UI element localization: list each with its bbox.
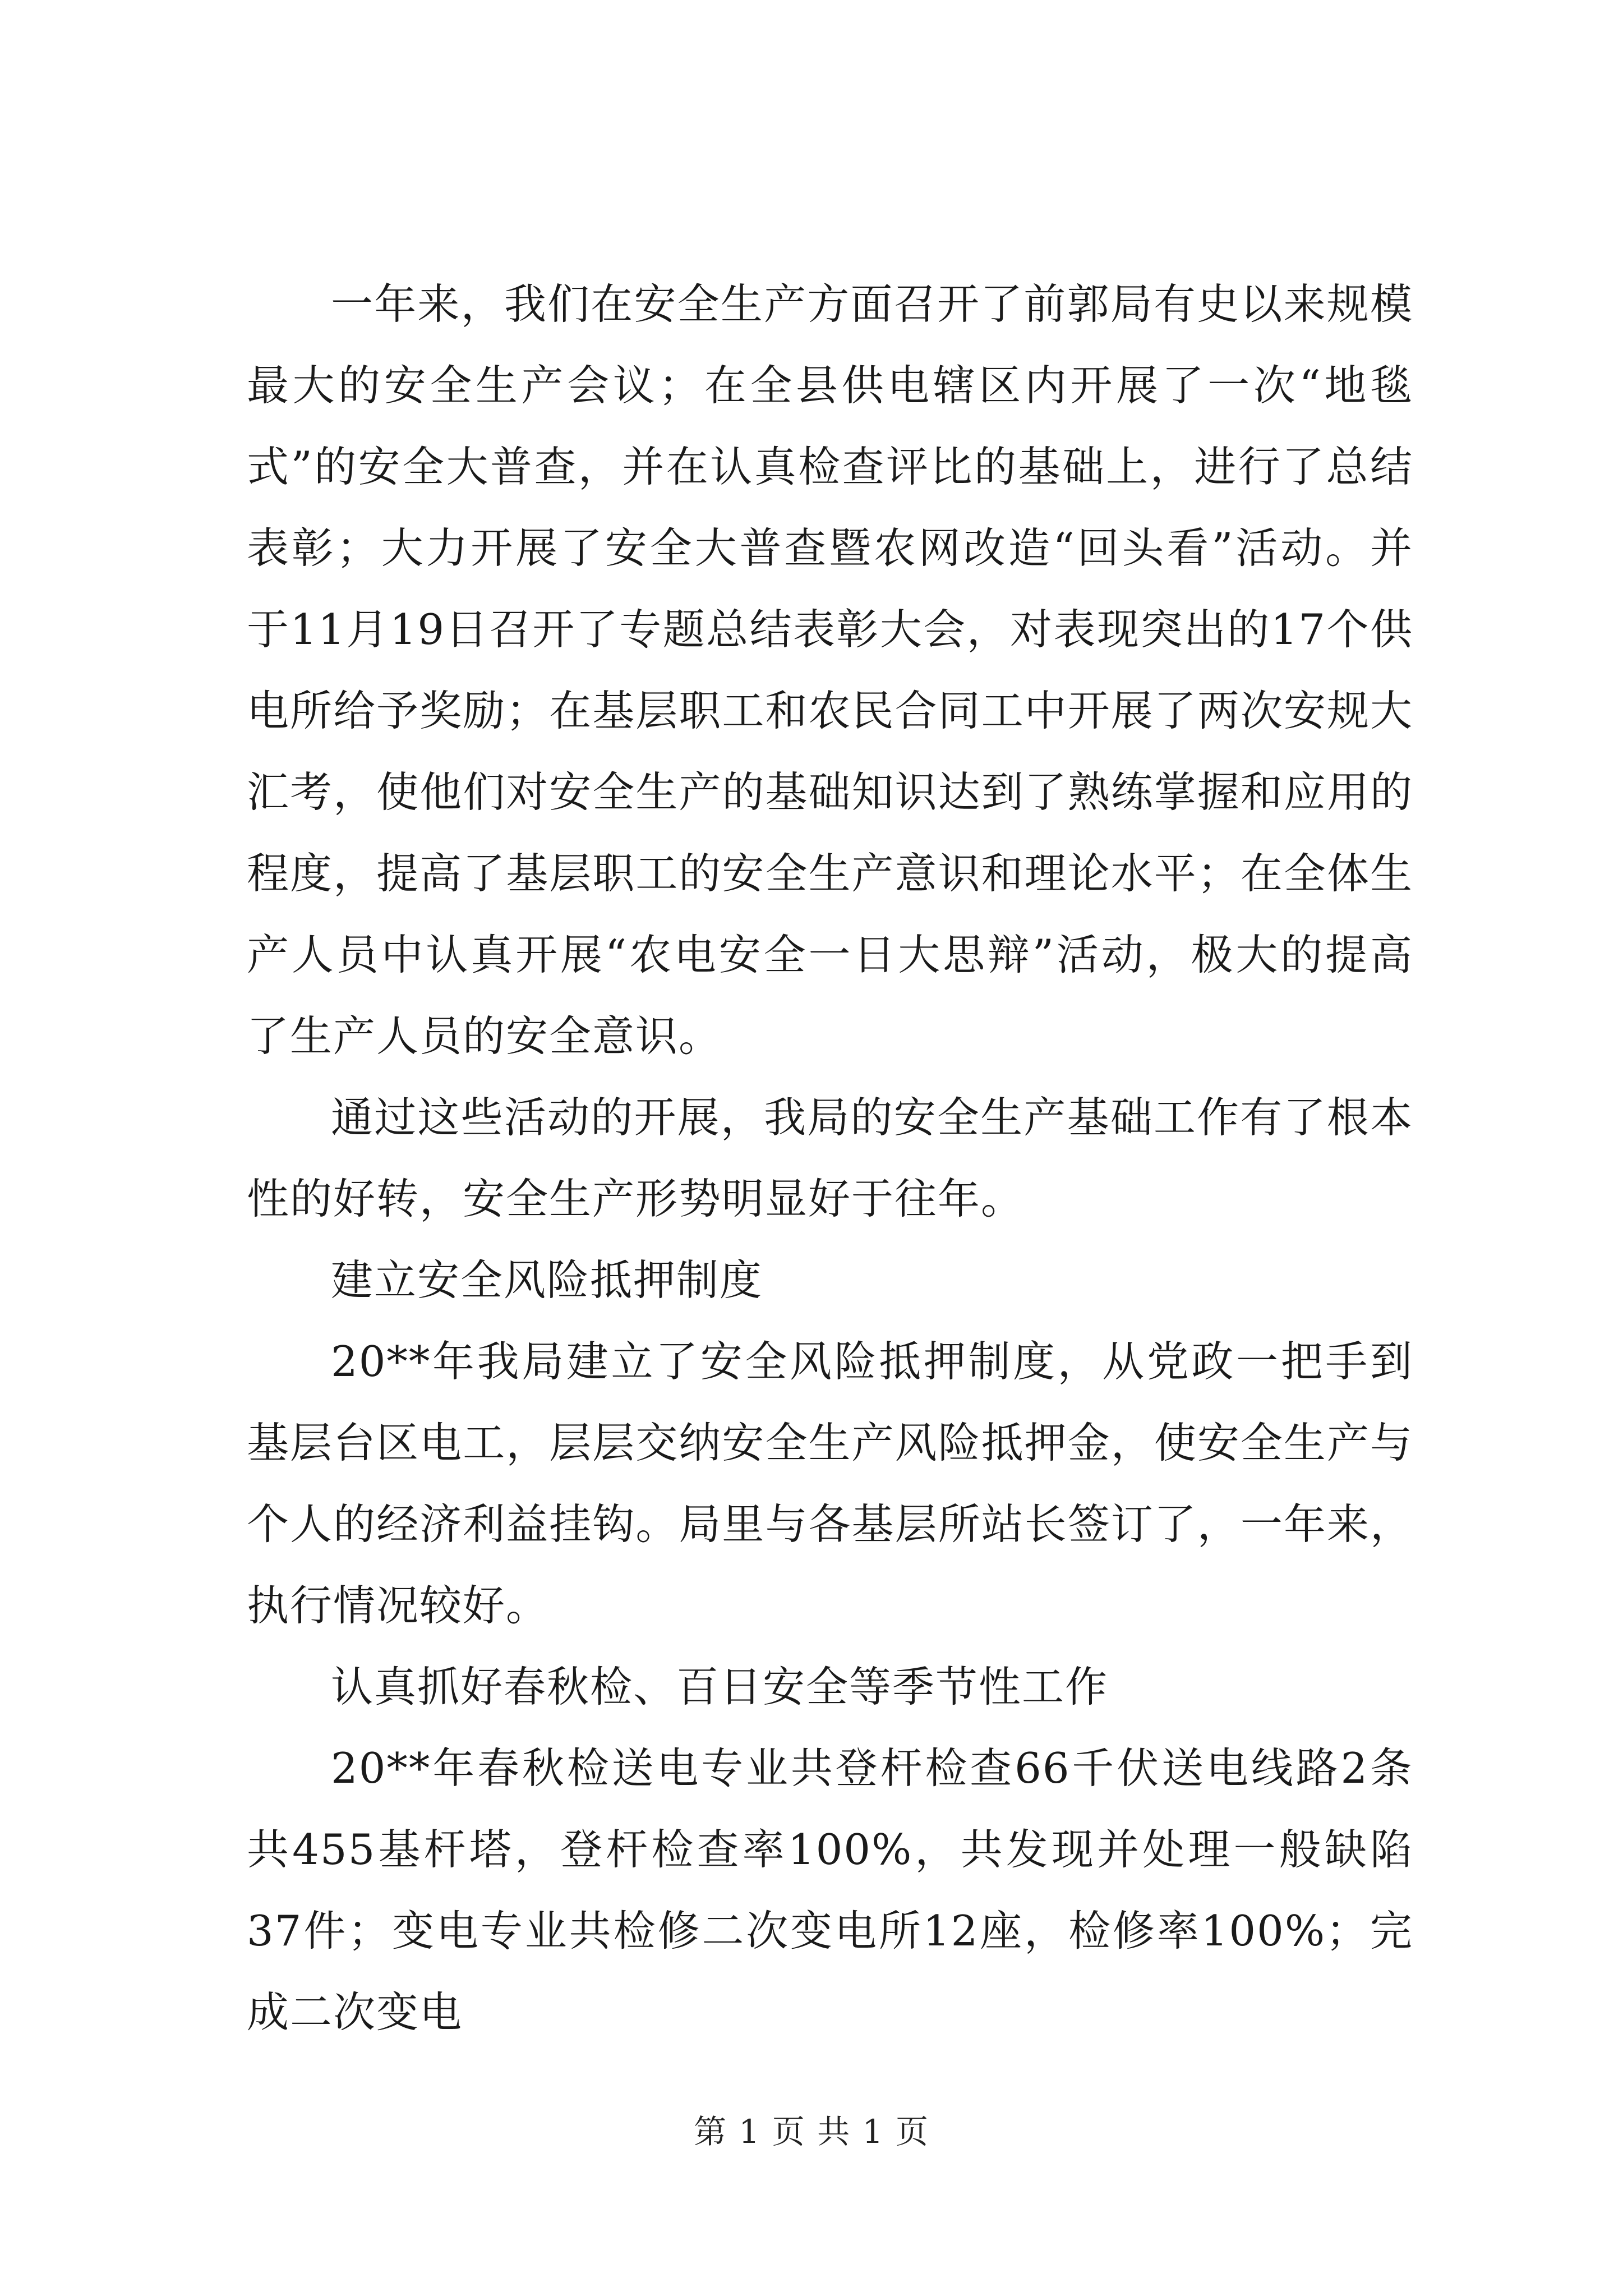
page-footer [0, 2109, 1623, 2154]
section-heading-risk-deposit: 建立安全风险抵押制度 [331, 1255, 763, 1305]
page-number-label: 第 1 页 共 1 页 [694, 2113, 929, 2151]
paragraph-risk-deposit: 20**年我局建立了安全风险抵押制度，从党政一把手到基层台区电工，层层交纳安全生产风险抵押金，使安全生产与个人的经济利益挂钩。局里与各基层所站长签订了，一年来，执行情况较好。 [247, 1337, 1413, 1630]
paragraph-safety-activities: 一年来，我们在安全生产方面召开了前郭局有史以来规模最大的安全生产会议；在全县供电辖区内开展了一次“地毯式”的安全大普查，并在认真检查评比的基础上，进行了总结表彰；大力开展了安全大普查暨农网改造“回头看”活动。并于11月19日召开了专题总结表彰大会，对表现突出的17个供电所给予奖励；在基层职工和农民合同工中开展了两次安规大汇考，使他们对安全生产的基础知识达到了熟练掌握和应用的程度，提高了基层职工的安全生产意识和理论水平；在全体生产人员中认真开展“农电安全一日大思辩”活动，极大的提高了生产人员的安全意识。 [247, 279, 1413, 1061]
section-heading-seasonal-work: 认真抓好春秋检、百日安全等季节性工作 [331, 1662, 1109, 1711]
paragraph-seasonal-inspection: 20**年春秋检送电专业共登杆检查66千伏送电线路2条共455基杆塔，登杆检查率100%，共发现并处理一般缺陷37件；变电专业共检修二次变电所12座，检修率100%；完成二次变电 [247, 1743, 1413, 2037]
document-body [247, 264, 1413, 2053]
paragraph-activity-results: 通过这些活动的开展，我局的安全生产基础工作有了根本性的好转，安全生产形势明显好于往年。 [247, 1093, 1413, 1223]
